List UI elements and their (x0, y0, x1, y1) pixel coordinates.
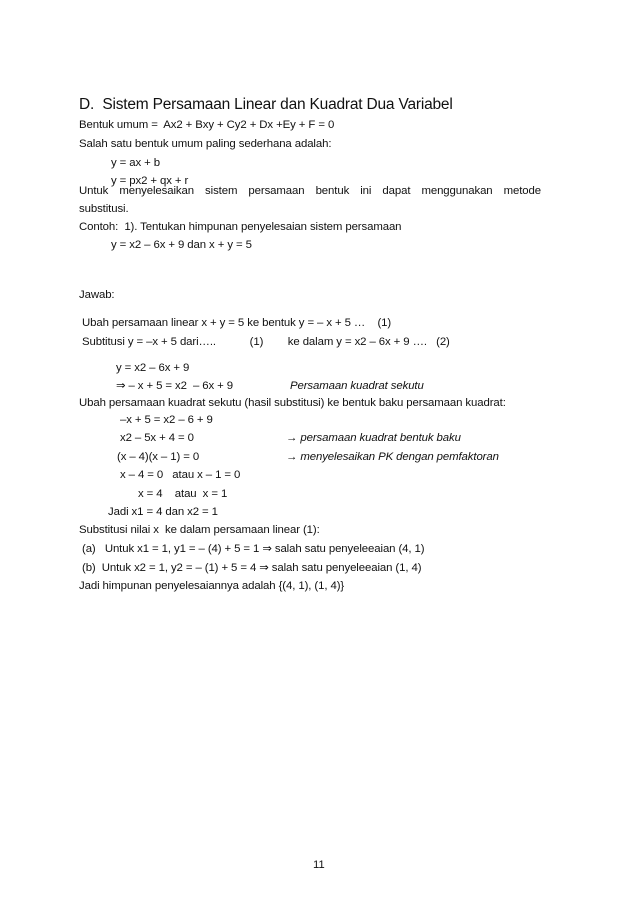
standard-step-4: x – 4 = 0 atau x – 1 = 0 (120, 469, 241, 481)
work-equation-2-note: Persamaan kuadrat sekutu (290, 380, 424, 392)
answer-label: Jawab: (79, 289, 115, 301)
standard-step-3: (x – 4)(x – 1) = 0 (117, 451, 200, 463)
step-standard-form: Ubah persamaan kuadrat sekutu (hasil substitusi) ke bentuk baku persamaan kuadrat: (79, 397, 506, 409)
simplest-form-intro: Salah satu bentuk umum paling sederhana adalah: (79, 138, 332, 150)
standard-step-1: –x + 5 = x2 – 6 + 9 (120, 414, 213, 426)
step-back-substitution: Substitusi nilai x ke dalam persamaan linear (1): (79, 524, 320, 536)
conclusion: Jadi himpunan penyelesaiannya adalah {(4, 1), (1, 4)} (79, 580, 345, 592)
work-equation-2: ⇒ – x + 5 = x2 – 6x + 9 (116, 380, 234, 392)
step-substitution: Subtitusi y = –x + 5 dari….. (1) ke dalam y = x2 – 6x + 9 …. (2) (82, 336, 450, 348)
page-number: 11 (313, 859, 325, 871)
standard-step-2-note: → persamaan kuadrat bentuk baku (286, 432, 461, 444)
standard-step-5: x = 4 atau x = 1 (138, 488, 228, 500)
case-b: (b) Untuk x2 = 1, y2 = – (1) + 5 = 4 ⇒ salah satu penyeleeaian (1, 4) (82, 562, 422, 574)
step-linear-form: Ubah persamaan linear x + y = 5 ke bentuk y = – x + 5 … (1) (82, 317, 392, 329)
simplest-eq-quadratic: y = px2 + qx + r (111, 175, 189, 187)
method-text-line2: substitusi. (79, 203, 129, 215)
general-form-line: Bentuk umum = Ax2 + Bxy + Cy2 + Dx +Ey + F = 0 (79, 119, 335, 131)
section-heading: D. Sistem Persamaan Linear dan Kuadrat Dua Variabel (79, 96, 453, 113)
roots-result: Jadi x1 = 4 dan x2 = 1 (108, 506, 218, 518)
standard-step-2: x2 – 5x + 4 = 0 (120, 432, 194, 444)
simplest-eq-linear: y = ax + b (111, 157, 161, 169)
method-text-line1: Untuk menyelesaikan sistem persamaan bentuk ini dapat menggunakan metode (79, 185, 541, 197)
example-system: y = x2 – 6x + 9 dan x + y = 5 (111, 239, 252, 251)
work-equation-1: y = x2 – 6x + 9 (116, 362, 190, 374)
standard-step-3-note: → menyelesaikan PK dengan pemfaktoran (286, 451, 499, 463)
example-intro: Contoh: 1). Tentukan himpunan penyelesaian sistem persamaan (79, 221, 402, 233)
case-a: (a) Untuk x1 = 1, y1 = – (4) + 5 = 1 ⇒ salah satu penyeleeaian (4, 1) (82, 543, 425, 555)
